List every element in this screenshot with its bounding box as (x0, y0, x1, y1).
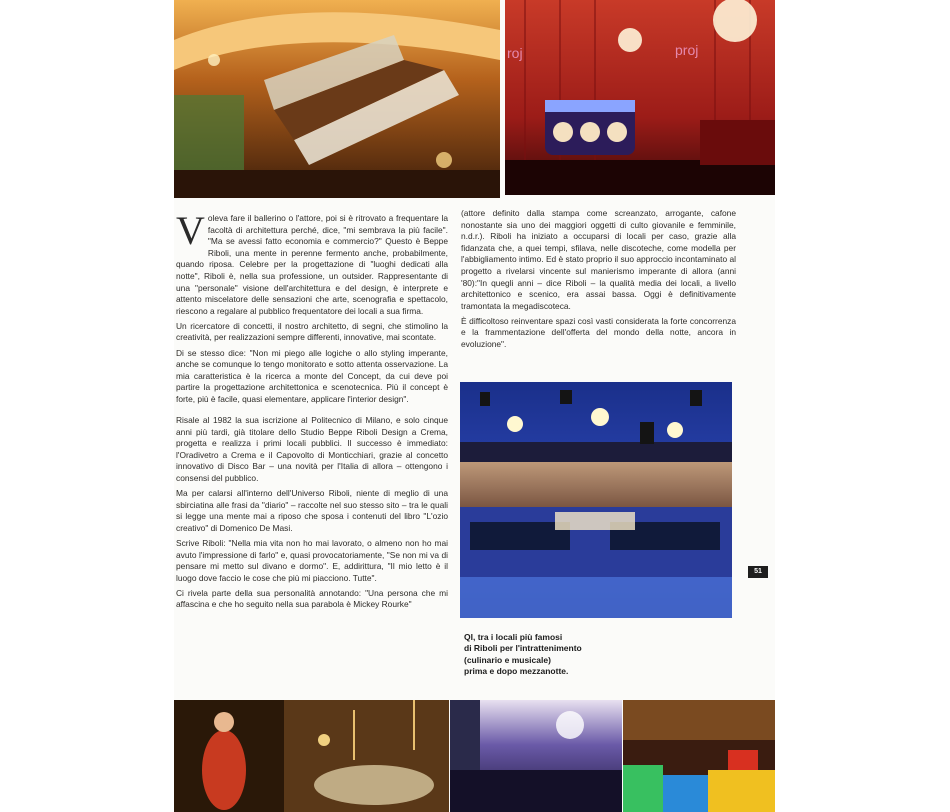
paragraph: Un ricercatore di concetti, il nostro architetto, di segni, che stimolino la creatività, per realizzazioni sempre differenti, innovative, mai scontate. (176, 320, 448, 343)
page-number: 51 (748, 566, 768, 578)
caption-line: QI, tra i locali più famosi (464, 632, 563, 642)
paragraph: Ma per calarsi all'interno dell'Universo Riboli, niente di meglio di una sbirciatina alle frasi da "diario" – raccolte nel suo stesso sito – tra le quali si legge una mente mai a riposo che sposa i contenuti del libro "L'ozio creativo" di Domenico De Masi. (176, 488, 448, 533)
caption-line: (culinario e musicale) (464, 654, 551, 665)
article-column-2 (461, 208, 736, 354)
photo-strip-performers (174, 700, 449, 812)
paragraph: Scrive Riboli: "Nella mia vita non ho mai lavorato, o almeno non ho mai avuto l'impressione di farlo" e, quasi provocatoriamente, "Se non mi va di pensare mi metto sul divano e dormo". E, addirittura, "Il mio letto è il luogo dove faccio le cose che più mi piacciono. Tutte". (176, 537, 448, 583)
paragraph: Di se stesso dice: "Non mi piego alle logiche o allo styling imperante, anche se comunque lo tengo monitorato e sotto attenta osservazione. La mia caratteristica è la ricerca a monte del Concept, da cui deve poi partire la progettazione architettonica e scenotecnica. Più il concept è forte, più è facile, quasi elementare, applicare l'interior design". (176, 347, 448, 404)
paragraph: Ci rivela parte della sua personalità annotando: "Una persona che mi affascina e che ho seguito nella sua parabola è Mickey Rourke" (176, 587, 448, 610)
paragraph: Voleva fare il ballerino o l'attore, poi si è ritrovato a frequentare la facoltà di architettura perché, dice, "mi sembrava la più facile". "Ma se avessi fatto economia e commercio?" Questo è Beppe Riboli, una mente in perenne fermento anche, probabilmente, quando riposa. Celebre per la progettazione di "luoghi dedicati alla notte", Riboli è, nella sua professione, un outsider. Rappresentante di una "personale" visione dell'architettura e del design, è interprete e attento miscelatore delle sensazioni che arte, scenografia e spettacolo, riescono a regalare al pubblico frequentatore dei locali a sua firma. (176, 208, 448, 316)
drop-cap: V (176, 208, 205, 253)
article-column-1 (176, 208, 448, 615)
svg-text:roj: roj (507, 45, 523, 61)
photo-caption (464, 632, 664, 678)
paragraph: È difficoltoso reinventare spazi così vasti considerata la forte concorrenza e la frammentazione dell'offerta del mondo della notte, ancora in evoluzione". (461, 315, 736, 350)
paragraph: Risale al 1982 la sua iscrizione al Politecnico di Milano, e solo cinque anni più tardi, già titolare dello Studio Beppe Riboli Design a Crema, progetta e realizza i primi locali pubblici. Il successo è immediato: l'Oradivetro a Crema e il Capovolto di Monticchiari, grazie al concetto innovativo di Disco Bar – una novità per l'Italia di allora – ottengono i consensi del pubblico. (176, 415, 448, 483)
caption-line: prima e dopo mezzanotte. (464, 666, 569, 677)
svg-text:proj: proj (675, 42, 699, 58)
caption-line: di Riboli per l'intrattenimento (464, 643, 582, 654)
magazine-page (174, 0, 775, 812)
photo-strip-crowd (450, 700, 622, 812)
photo-strip-lounge-colors (623, 700, 775, 812)
photo-lounge-bar (174, 0, 500, 198)
photo-qi-club (460, 382, 732, 618)
paragraph: (attore definito dalla stampa come screanzato, arrogante, cafone nonostante sia uno dei maggiori oggetti di culto giovanile e femminile, n.d.r.). Riboli ha iniziato a occuparsi di locali per caso, grazie alla fidanzata che, a quei tempi, sfilava, nelle discoteche, come modella per l'abbigliamento intimo. Ed è stato proprio il suo approccio incontaminato al progetto a rivelarsi vincente sul manierismo imperante di allora (anni '80):"In quegli anni – dice Riboli – la qualità media dei locali, a livello architettonico e scenico, era assai bassa. Oggi è definitivamente tramontata la megadiscoteca. (461, 208, 736, 311)
photo-red-club (505, 0, 775, 195)
